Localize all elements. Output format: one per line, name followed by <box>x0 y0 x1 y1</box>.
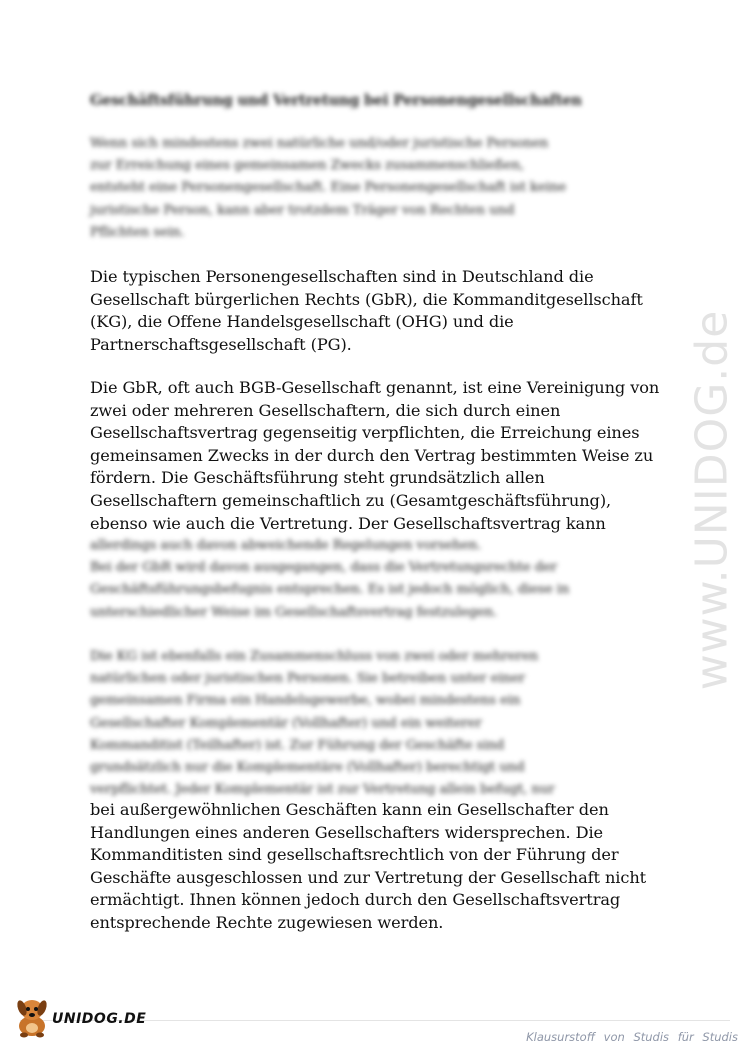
paragraph-line: grundsätzlich nur die Komplementäre (Vollhafter) berechtigt und <box>90 760 525 776</box>
intro-line: zur Erreichung eines gemeinsamen Zwecks zusammenschließen, <box>90 158 525 174</box>
paragraph-line: Handlungen eines anderen Gesellschafters widersprechen. Die <box>90 822 604 842</box>
paragraph-line: Die KG ist ebenfalls ein Zusammenschluss von zwei oder mehreren <box>90 649 539 664</box>
paragraph-line: unterschiedlicher Weise im Gesellschaftsvertrag festzulegen. <box>90 604 498 620</box>
footer-tagline: Klausurstoff von Studis für Studis <box>526 1030 738 1044</box>
paragraph-line: entsprechende Rechte zugewiesen werden. <box>90 912 444 932</box>
paragraph-line: natürlichen oder juristischen Personen. Sie betreiben unter einer <box>90 671 525 687</box>
paragraph-line: (KG), die Offene Handelsgesellschaft (OHG) und die <box>90 312 514 332</box>
typical-companies-paragraph <box>90 266 675 356</box>
paragraph-line: Geschäftsführungsbefugnis entsprechen. Es ist jedoch möglich, diese in <box>90 582 570 598</box>
paragraph-line: Gesellschaft bürgerlichen Rechts (GbR), die Kommanditgesellschaft <box>90 289 643 309</box>
paragraph-line: allerdings auch davon abweichende Regelungen vorsehen. <box>90 538 482 553</box>
paragraph-line: Die typischen Personengesellschaften sind in Deutschland die <box>90 267 594 286</box>
paragraph-line: verpflichtet. Jeder Komplementär ist zur Vertretung allein befugt, nur <box>90 782 555 798</box>
paragraph-line: ermächtigt. Ihnen können jedoch durch den Gesellschaftsvertrag <box>90 890 621 910</box>
paragraph-line: Partnerschaftsgesellschaft (PG). <box>90 334 352 354</box>
paragraph-line: gemeinsamen Firma ein Handelsgewerbe, wobei mindestens ein <box>90 693 521 709</box>
logo-text: UNIDOG.DE <box>52 1011 147 1027</box>
intro-line: Pflichten sein. <box>90 224 185 240</box>
paragraph-line: Kommanditisten sind gesellschaftsrechtlich von der Führung der <box>90 845 619 865</box>
intro-line: entsteht eine Personengesellschaft. Eine Personengesellschaft ist keine <box>90 180 567 196</box>
paragraph-line: Gesellschafter Komplementär (Vollhafter) und ein weiterer <box>90 715 482 731</box>
paragraph-line: Bei der GbR wird davon ausgegangen, dass die Vertretungsrechte der <box>90 560 558 576</box>
paragraph-line: Gesellschaftsvertrag gegenseitig verpflichten, die Erreichung eines <box>90 423 640 443</box>
intro-line: juristische Person, kann aber trotzdem Träger von Rechten und <box>90 202 515 218</box>
watermark: www.UNIDOG.de <box>686 309 738 691</box>
paragraph-line: Die GbR, oft auch BGB-Gesellschaft genannt, ist eine Vereinigung von <box>90 378 660 397</box>
document-title: Geschäftsführung und Vertretung bei Personengesellschaften <box>90 92 582 109</box>
paragraph-line: Gesellschaftern gemeinschaftlich zu (Gesamtgeschäftsführung), <box>90 490 612 510</box>
paragraph-line: Kommanditist (Teilhafter) ist. Zur Führung der Geschäfte sind <box>90 737 505 753</box>
kg-continued-paragraph <box>90 799 675 935</box>
unidog-logo <box>12 988 146 1040</box>
kg-paragraph <box>90 646 675 801</box>
gbr-paragraph <box>90 377 675 535</box>
paragraph-line: fördern. Die Geschäftsführung steht grundsätzlich allen <box>90 468 545 488</box>
paragraph-line: Geschäfte ausgeschlossen und zur Vertretung der Gesellschaft nicht <box>90 867 647 887</box>
intro-paragraph <box>90 133 675 244</box>
dog-mascot-icon <box>12 988 52 1040</box>
intro-line: Wenn sich mindestens zwei natürliche und/oder juristische Personen <box>90 136 549 151</box>
paragraph-line: bei außergewöhnlichen Geschäften kann ein Gesellschafter den <box>90 800 609 819</box>
paragraph-line: gemeinsamen Zwecks in der durch den Vertrag bestimmten Weise zu <box>90 445 654 465</box>
gbr-continued-paragraph <box>90 535 675 624</box>
paragraph-line: zwei oder mehreren Gesellschaftern, die sich durch einen <box>90 400 561 420</box>
paragraph-line: ebenso wie auch die Vertretung. Der Gesellschaftsvertrag kann <box>90 513 606 533</box>
